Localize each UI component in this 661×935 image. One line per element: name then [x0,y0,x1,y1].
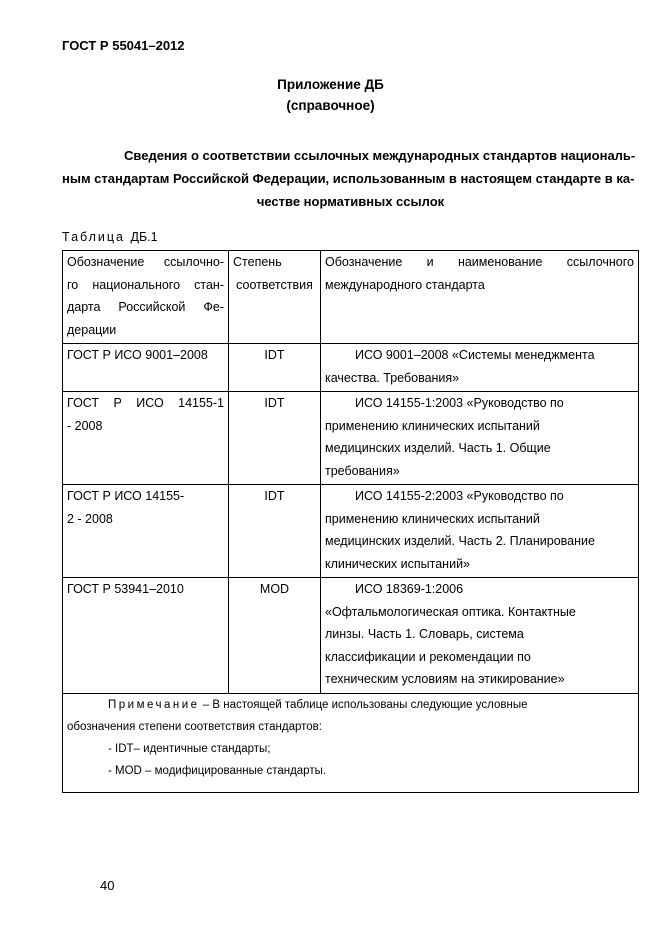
header-degree: Степень соответствия [229,251,321,344]
international-standard-cell: ИСО 18369-1:2006 «Офтальмологическая оптика. Контактные линзы. Часть 1. Словарь, система классификации и рекомендации по техническим условиям на этикирование» [321,578,639,694]
table-row [63,344,639,392]
heading-line: Сведения о соответствии ссылочных международных стандартов националь- [124,148,636,163]
international-standard-cell: ИСО 14155-1:2003 «Руководство по применению клинических испытаний медицинских изделий. Часть 1. Общие требования» [321,392,639,485]
table-caption [62,230,158,244]
heading-line: ным стандартам Российской Федерации, использованным в настоящем стандарте в ка- [62,171,635,186]
national-standard-cell: ГОСТ Р ИСО 9001–2008 [63,344,229,392]
table-note-row [63,693,639,792]
degree-cell: IDT [229,485,321,578]
heading-line: честве нормативных ссылок [256,194,445,209]
header-national-standard: Обозначение ссылочно- го национального стан- дарта Российской Фе- дерации [63,251,229,344]
table-caption-label: Таблица [62,230,126,244]
note-text-continued: обозначения степени соответствия стандартов: [67,720,322,733]
table-header-row [63,251,639,344]
table-row [63,578,639,694]
document-code: ГОСТ Р 55041–2012 [62,38,185,53]
degree-cell: MOD [229,578,321,694]
note-item-mod: - MOD – модифицированные стандарты. [108,764,327,777]
table-row [63,485,639,578]
standards-correspondence-table [62,250,639,793]
appendix-heading [62,144,639,213]
table-caption-number: ДБ.1 [130,230,158,244]
national-standard-cell: ГОСТ Р ИСО 14155-1 - 2008 [63,392,229,485]
page-number: 40 [100,878,115,893]
note-label: Примечание [108,698,200,711]
national-standard-cell: ГОСТ Р 53941–2010 [63,578,229,694]
note-text: – В настоящей таблице использованы следующие условные [199,698,528,711]
table-row [63,392,639,485]
national-standard-cell: ГОСТ Р ИСО 14155- 2 - 2008 [63,485,229,578]
appendix-title: Приложение ДБ [277,77,384,92]
note-item-idt: - IDT– идентичные стандарты; [108,742,271,755]
international-standard-cell: ИСО 9001–2008 «Системы менеджмента качества. Требования» [321,344,639,392]
degree-cell: IDT [229,392,321,485]
table-note [63,693,639,792]
appendix-subtitle: (справочное) [286,98,375,113]
international-standard-cell: ИСО 14155-2:2003 «Руководство по применению клинических испытаний медицинских изделий. Часть 2. Планирование клинических испытаний» [321,485,639,578]
degree-cell: IDT [229,344,321,392]
header-international-standard: Обозначение и наименование ссылочного международного стандарта [321,251,639,344]
